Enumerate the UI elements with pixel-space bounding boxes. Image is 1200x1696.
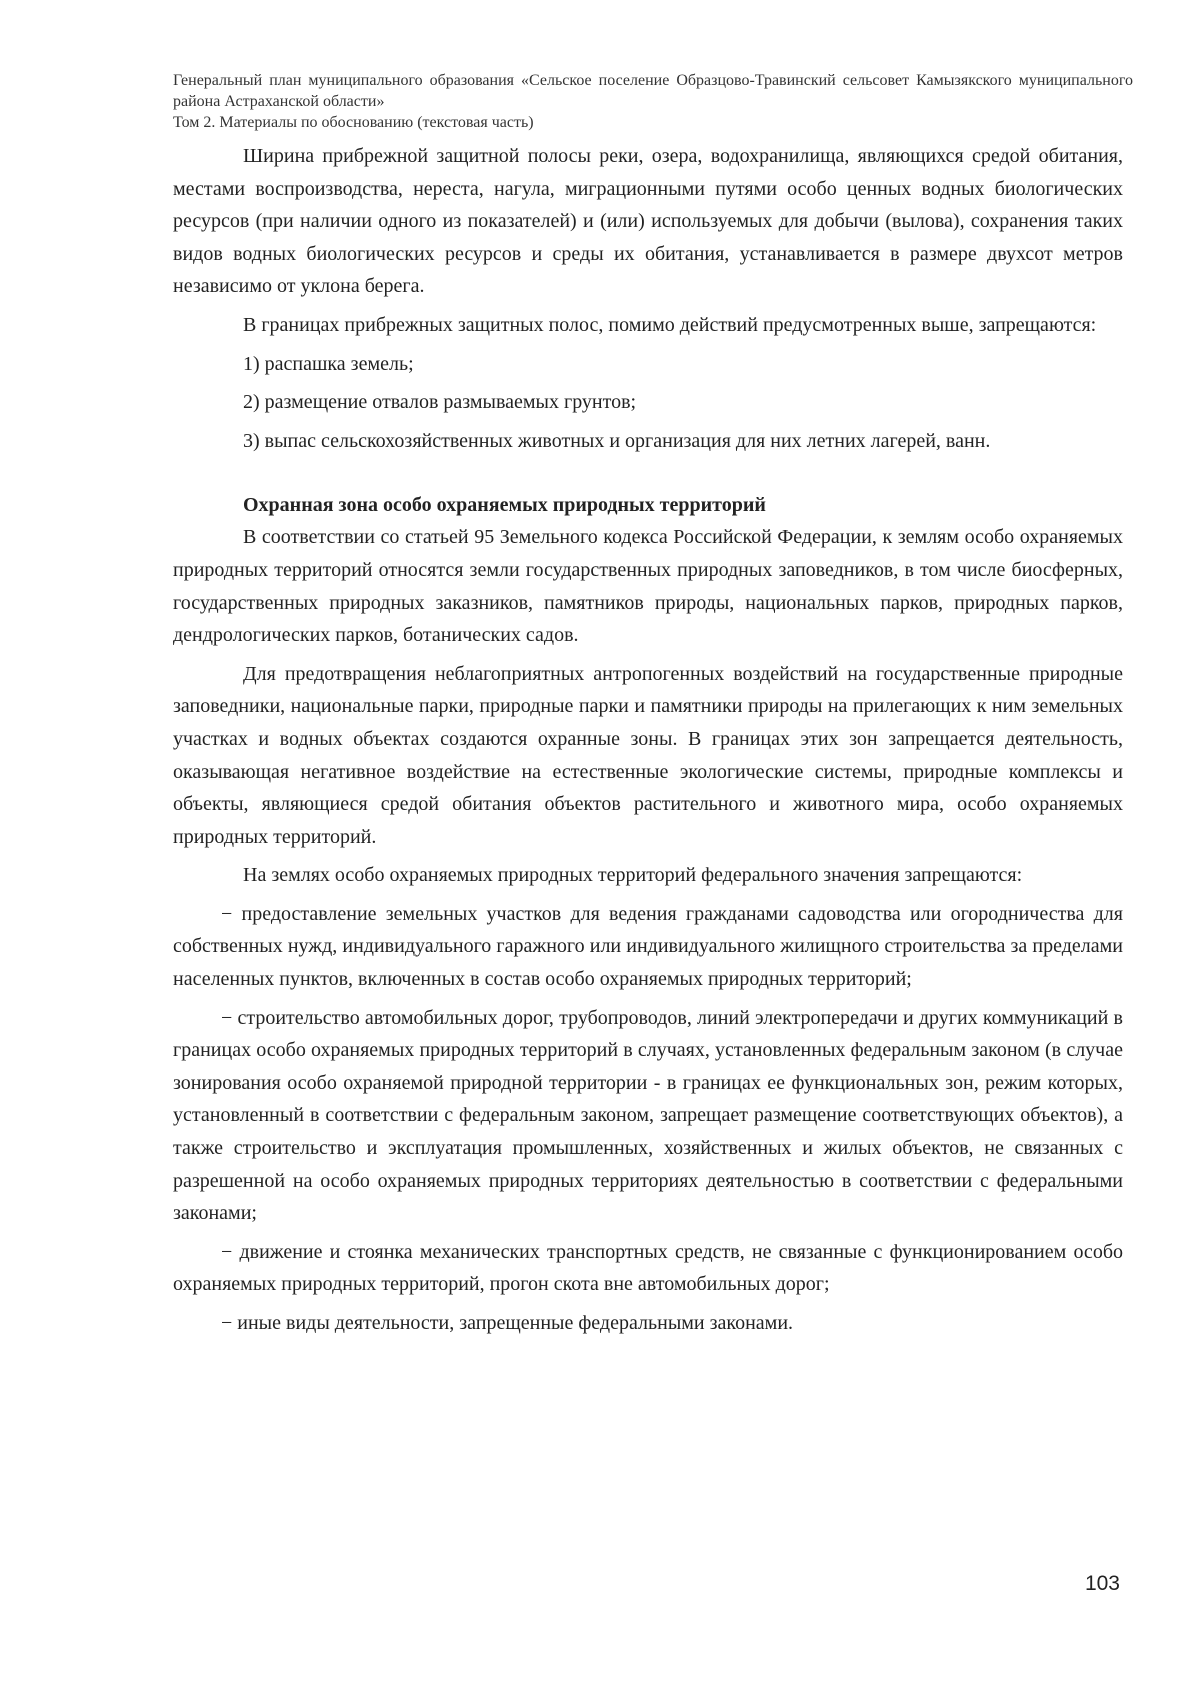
paragraph-1: Ширина прибрежной защитной полосы реки, озера, водохранилища, являющихся средой обитания, местами воспроизводства, нереста, нагула, миграционными путями особо ценных водных биологических ресурсов (при наличии одного из показателей) и (или) используемых для добычи (вылова), сохранения таких видов водных биологических ресурсов и среды их обитания, устанавливается в размере двухсот метров независимо от уклона берега.	[173, 145, 1123, 298]
header-volume: Том 2. Материалы по обоснованию (текстовая часть)	[173, 114, 534, 131]
paragraph-3: В соответствии со статьей 95 Земельного кодекса Российской Федерации, к землям особо охраняемых природных территорий относятся земли государственных природных заповедников, в том числе биосферных, государственных природных заказников, памятников природы, национальных парков, природных парков, дендрологических парков, ботанических садов.	[173, 526, 1123, 647]
dash-item-2: − строительство автомобильных дорог, трубопроводов, линий электропередачи и других коммуникаций в границах особо охраняемых природных территорий в случаях, установленных федеральным законом (в случае зонирования особо охраняемой природной территории - в границах ее функциональных зон, режим которых, установленный в соответствии с федеральным законом, запрещает размещение соответствующих объектов), а также строительство и эксплуатация промышленных, хозяйственных и жилых объектов, не связанных с разрешенной на особо охраняемых природных территориях деятельностью в соответствии с федеральными законами;	[173, 1006, 1123, 1225]
header-title: Генеральный план муниципального образования «Сельское поселение Образцово-Травинский сельсовет Камызякского муниципального района Астраханской области»	[173, 72, 1133, 110]
dash-item-4: − иные виды деятельности, запрещенные федеральными законами.	[221, 1312, 794, 1334]
dash-item-3: − движение и стоянка механических транспортных средств, не связанные с функционированием особо охраняемых природных территорий, прогон скота вне автомобильных дорог;	[173, 1240, 1123, 1296]
list-item-1: 1) распашка земель;	[243, 352, 414, 375]
section-gap	[173, 457, 1123, 489]
paragraph-2: В границах прибрежных защитных полос, помимо действий предусмотренных выше, запрещаются:	[243, 313, 1097, 336]
paragraph-5: На землях особо охраняемых природных территорий федерального значения запрещаются:	[243, 864, 1023, 887]
dash-item-1: − предоставление земельных участков для ведения гражданами садоводства или огородничества для собственных нужд, индивидуального гаражного или индивидуального жилищного строительства за пределами населенных пунктов, включенных в состав особо охраняемых природных территорий;	[173, 902, 1123, 991]
paragraph-4: Для предотвращения неблагоприятных антропогенных воздействий на государственные природные заповедники, национальные парки, природные парки и памятники природы на прилегающих к ним земельных участках и водных объектах создаются охранные зоны. В границах этих зон запрещается деятельность, оказывающая негативное воздействие на естественные экологические системы, природные комплексы и объекты, являющиеся средой обитания объектов растительного и животного мира, особо охраняемых природных территорий.	[173, 662, 1123, 848]
list-item-3: 3) выпас сельскохозяйственных животных и организация для них летних лагерей, ванн.	[243, 429, 991, 452]
section-title: Охранная зона особо охраняемых природных территорий	[243, 494, 766, 517]
page-number: 103	[1084, 1572, 1120, 1595]
main-content	[173, 140, 1123, 1340]
page-header	[173, 70, 1133, 133]
list-item-2: 2) размещение отвалов размываемых грунтов;	[243, 391, 637, 414]
